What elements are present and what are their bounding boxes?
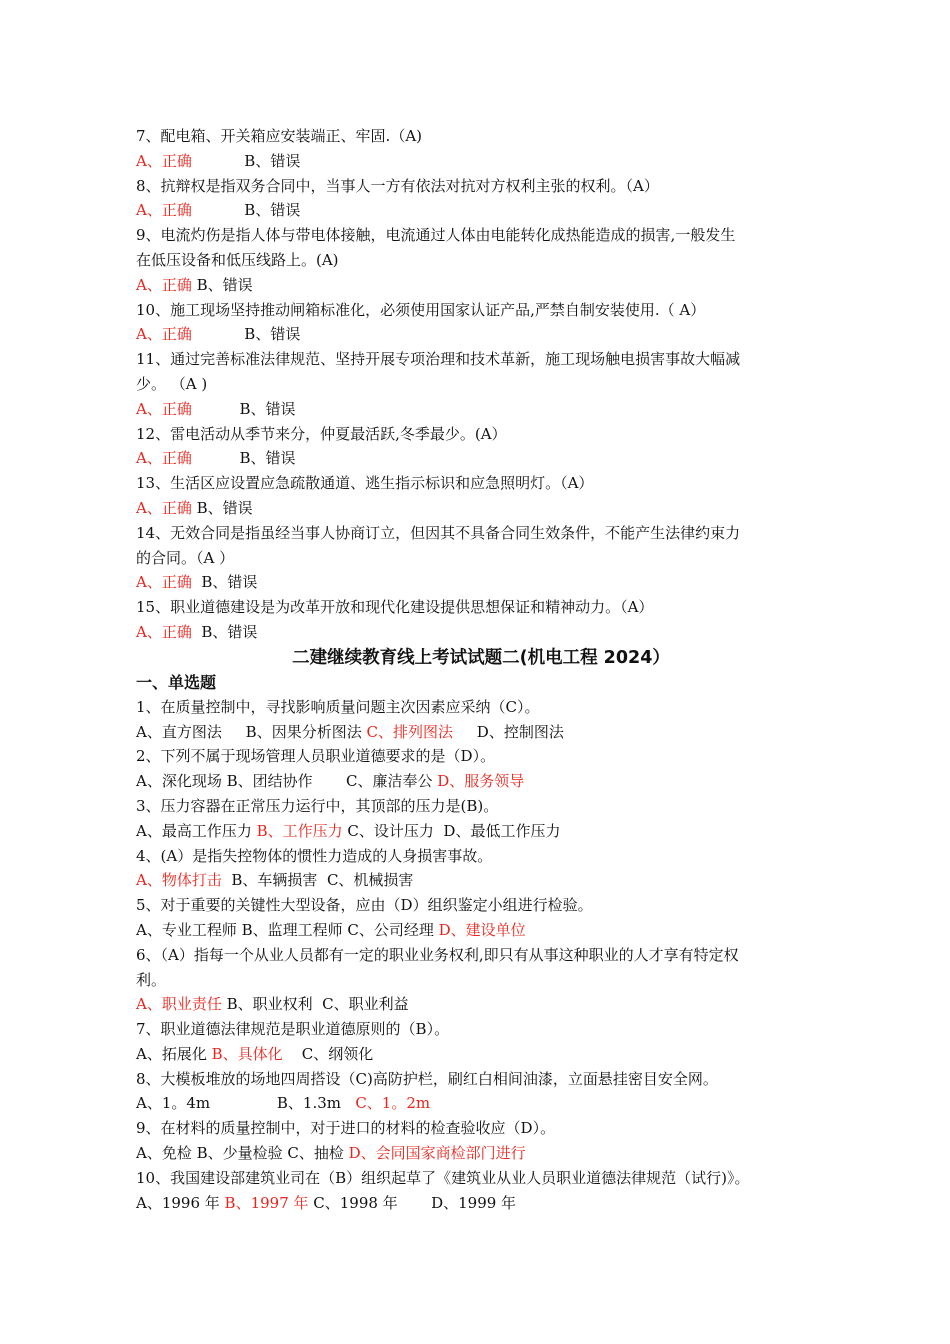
text-line [136,570,826,595]
text-line [136,893,826,918]
text-segment: A、1。4m B、1.3m [136,1094,356,1113]
text-segment: 8、大模板堆放的场地四周搭设（C)高防护栏，刷红白相间油漆，立面悬挂密目安全网。 [136,1069,718,1088]
answer-highlight: B、具体化 [211,1044,283,1063]
answer-highlight: A、正确 [136,325,192,344]
text-line [136,1042,826,1067]
text-segment: 15、职业道德建设是为改革开放和现代化建设提供思想保证和精神动力。（A） [136,598,654,617]
answer-highlight: B、1997 年 [224,1193,309,1212]
answer-highlight: A、职业责任 [136,995,222,1014]
text-segment: 2、下列不属于现场管理人员职业道德要求的是（D）。 [136,747,496,766]
text-line [136,198,826,223]
text-segment: 二建继续教育线上考试试题二(机电工程 2024） [292,647,670,668]
text-line [136,471,826,496]
text-segment: A、免检 B、少量检验 C、抽检 [136,1144,349,1163]
text-line [136,1091,826,1116]
text-line [136,1017,826,1042]
text-segment: 7、配电箱、开关箱应安装端正、牢固.（A) [136,127,422,145]
section-heading [136,671,826,695]
text-line [136,149,826,174]
text-line [136,794,826,819]
text-segment: B、错误 [191,151,301,170]
text-line [136,248,826,273]
text-segment: A、最高工作压力 [136,821,257,840]
text-line [136,223,826,248]
text-line [136,868,826,893]
text-segment: C、纲领化 [282,1044,374,1063]
text-line [136,918,826,943]
text-segment: C、设计压力 D、最低工作压力 [342,821,561,840]
text-line [136,1116,826,1141]
answer-highlight: A、正确 [136,151,192,170]
text-segment: B、职业权利 C、职业利益 [221,995,409,1014]
text-segment: 3、压力容器在正常压力运行中，其顶部的压力是(B)。 [136,796,499,815]
answer-highlight: A、物体打击 [136,871,222,890]
text-line [136,819,826,844]
text-line [136,298,826,323]
text-line [136,347,826,372]
text-line [136,1191,826,1216]
text-line [136,446,826,471]
text-line [136,620,826,645]
text-segment: 14、无效合同是指虽经当事人协商订立，但因其不具备合同生效条件，不能产生法律约束力 [136,523,741,542]
text-segment: B、错误 [191,325,301,344]
text-segment: B、错误 [191,498,253,517]
text-line [136,1067,826,1092]
answer-highlight: B、工作压力 [256,821,343,840]
answer-highlight: A、正确 [136,449,192,468]
text-segment: B、错误 [191,201,301,220]
text-line [136,968,826,993]
text-line [136,397,826,422]
text-segment: 9、在材料的质量控制中，对于进口的材料的检查验收应（D）。 [136,1119,556,1138]
answer-highlight: A、正确 [136,399,192,418]
text-segment: 4、(A）是指失控物体的惯性力造成的人身损害事故。 [136,846,493,865]
text-segment: 的合同。（A ） [136,548,235,567]
document-title [136,645,826,671]
text-segment: 在低压设备和低压线路上。(A) [136,250,339,269]
text-segment: A、直方图法 B、因果分析图法 [136,722,367,741]
text-line [136,744,826,769]
answer-highlight: D、会同国家商检部门进行 [348,1144,526,1163]
text-line [136,546,826,571]
text-segment: 10、施工现场坚持推动闸箱标准化，必须使用国家认证产品,严禁自制安装使用.（ A） [136,300,706,319]
text-segment: B、错误 [191,275,253,294]
text-line [136,844,826,869]
answer-highlight: D、服务领导 [437,772,525,791]
text-line [136,521,826,546]
text-segment: 9、电流灼伤是指人体与带电体接触，电流通过人体由电能转化成热能造成的损害,一般发生 [136,226,736,245]
answer-highlight: A、正确 [136,275,192,294]
text-line [136,422,826,447]
text-line [136,943,826,968]
answer-highlight: A、正确 [136,573,192,592]
text-segment: D、控制图法 [452,722,564,741]
text-segment: C、1998 年 D、1999 年 [308,1193,517,1212]
answer-highlight: A、正确 [136,201,192,220]
text-line [136,496,826,521]
text-segment: 11、通过完善标准法律规范、坚持开展专项治理和技术革新，施工现场触电损害事故大幅减 [136,350,741,369]
text-line [136,1166,826,1191]
answer-highlight: C、1。2m [355,1094,431,1113]
text-segment: 一、单选题 [136,672,217,692]
text-line [136,1141,826,1166]
text-segment: B、错误 [191,449,296,468]
text-segment: 利。 [136,970,167,989]
text-segment: B、车辆损害 C、机械损害 [221,871,414,890]
text-segment: 10、我国建设部建筑业司在（B）组织起草了《建筑业从业人员职业道德法律规范（试行)》。 [136,1168,750,1187]
document-page [136,124,826,1215]
text-segment: A、深化现场 B、团结协作 C、廉洁奉公 [136,772,438,791]
text-segment: B、错误 [191,622,258,641]
answer-highlight: A、正确 [136,498,192,517]
text-segment: 7、职业道德法律规范是职业道德原则的（B）。 [136,1020,450,1039]
text-segment: B、错误 [191,573,258,592]
text-line [136,124,826,149]
text-line [136,595,826,620]
text-line [136,769,826,794]
answer-highlight: C、排列图法 [366,722,453,741]
text-line [136,273,826,298]
text-line [136,174,826,199]
answer-highlight: A、正确 [136,622,192,641]
text-line [136,720,826,745]
text-line [136,695,826,720]
text-segment: 12、雷电活动从季节来分，仲夏最活跃,冬季最少。(A） [136,424,507,443]
text-line [136,372,826,397]
text-segment: 1、在质量控制中，寻找影响质量问题主次因素应采纳（C）。 [136,697,540,716]
text-segment: B、错误 [191,399,296,418]
text-segment: 6、（A）指每一个从业人员都有一定的职业业务权利,即只有从事这种职业的人才享有特定权 [136,945,739,964]
text-segment: 13、生活区应设置应急疏散通道、逃生指示标识和应急照明灯。（A） [136,474,594,493]
text-line [136,992,826,1017]
text-segment: A、专业工程师 B、监理工程师 C、公司经理 [136,920,439,939]
text-segment: A、拓展化 [136,1044,212,1063]
text-segment: 5、对于重要的关键性大型设备，应由（D）组织鉴定小组进行检验。 [136,896,593,915]
text-segment: 8、抗辩权是指双务合同中，当事人一方有依法对抗对方权利主张的权利。（A） [136,176,659,195]
text-line [136,322,826,347]
text-segment: 少。 （A ) [136,374,208,393]
text-segment: A、1996 年 [136,1193,225,1212]
answer-highlight: D、建设单位 [438,920,526,939]
